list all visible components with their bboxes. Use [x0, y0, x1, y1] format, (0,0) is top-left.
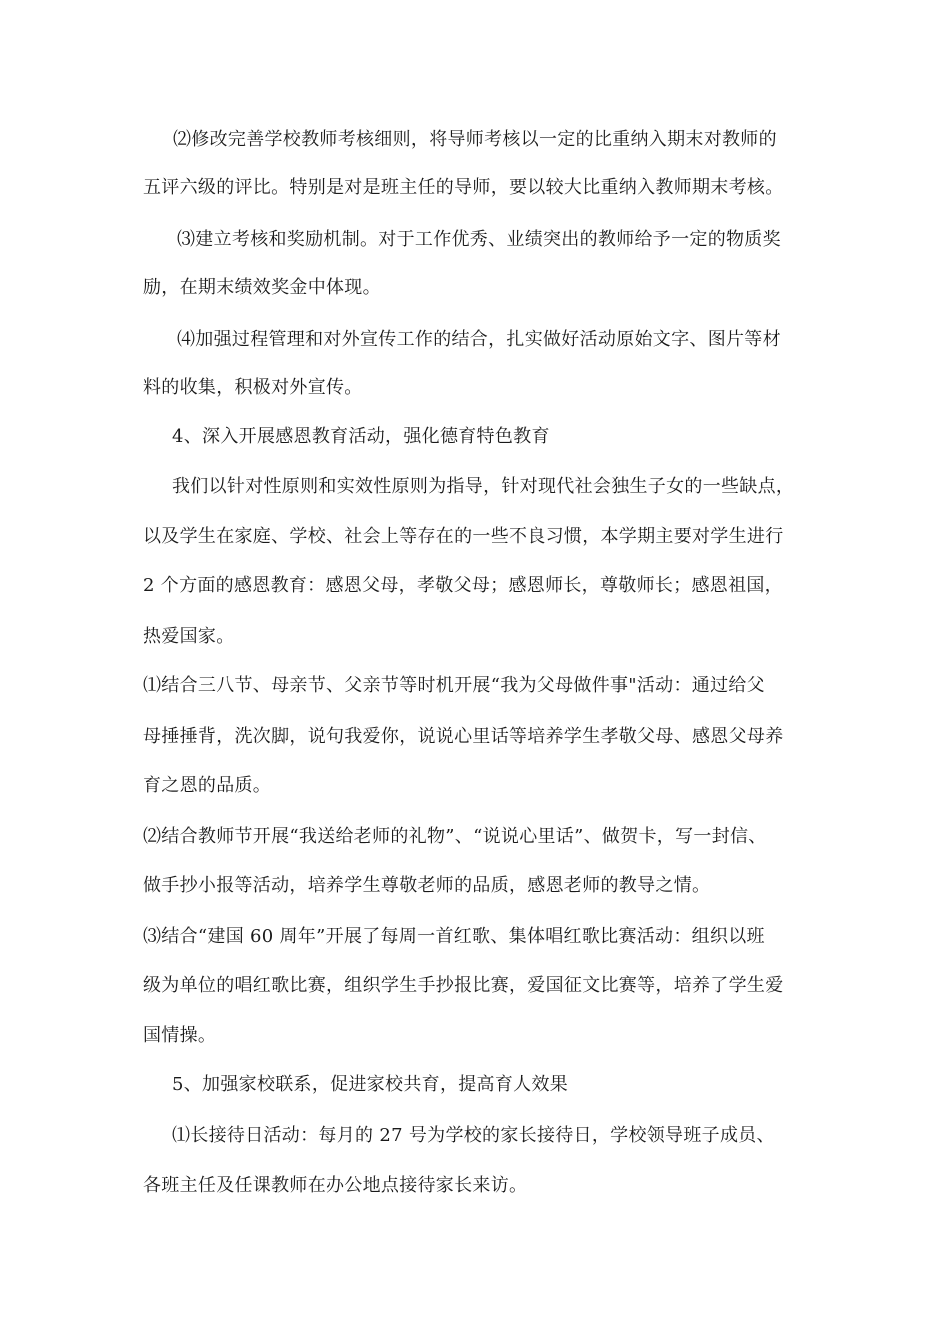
- text-line: ⑶建立考核和奖励机制。对于工作优秀、业绩突出的教师给予一定的物质奖: [177, 229, 781, 250]
- text-line: ⑶结合“建国 60 周年”开展了每周一首红歌、集体唱红歌比赛活动：组织以班: [143, 926, 765, 947]
- text-line: 2 个方面的感恩教育：感恩父母，孝敬父母；感恩师长，尊敬师长；感恩祖国，: [143, 575, 783, 596]
- text-line: 做手抄小报等活动，培养学生尊敬老师的品质，感恩老师的教导之情。: [143, 875, 711, 896]
- text-line: ⑴结合三八节、母亲节、父亲节等时机开展“我为父母做件事"活动：通过给父: [143, 675, 765, 696]
- section-heading: 5、加强家校联系，促进家校共育，提高育人效果: [172, 1074, 569, 1095]
- text-line: ⑵结合教师节开展“我送给老师的礼物”、“说说心里话”、做贺卡，写一封信、: [143, 826, 767, 847]
- text-line: 励，在期末绩效奖金中体现。: [143, 277, 381, 298]
- text-line: 热爱国家。: [143, 626, 235, 647]
- text-line: ⑷加强过程管理和对外宣传工作的结合，扎实做好活动原始文字、图片等材: [177, 329, 781, 350]
- text-line: 育之恩的品质。: [143, 775, 272, 796]
- text-line: 级为单位的唱红歌比赛，组织学生手抄报比赛，爱国征文比赛等，培养了学生爱: [143, 975, 784, 996]
- text-line: 各班主任及任课教师在办公地点接待家长来访。: [143, 1175, 528, 1196]
- text-line: ⑵修改完善学校教师考核细则，将导师考核以一定的比重纳入期末对教师的: [173, 129, 777, 150]
- text-line: 以及学生在家庭、学校、社会上等存在的一些不良习惯，本学期主要对学生进行: [143, 526, 784, 547]
- text-line: ⑴长接待日活动：每月的 27 号为学校的家长接待日，学校领导班子成员、: [172, 1125, 775, 1146]
- section-heading: 4、深入开展感恩教育活动，强化德育特色教育: [172, 426, 550, 447]
- text-line: 料的收集，积极对外宣传。: [143, 377, 363, 398]
- text-line: 五评六级的评比。特别是对是班主任的导师，要以较大比重纳入教师期末考核。: [143, 177, 784, 198]
- text-line: 母捶捶背，洗次脚，说句我爱你，说说心里话等培养学生孝敬父母、感恩父母养: [143, 726, 784, 747]
- text-line: 我们以针对性原则和实效性原则为指导，针对现代社会独生子女的一些缺点，: [172, 476, 795, 497]
- text-line: 国情操。: [143, 1025, 217, 1046]
